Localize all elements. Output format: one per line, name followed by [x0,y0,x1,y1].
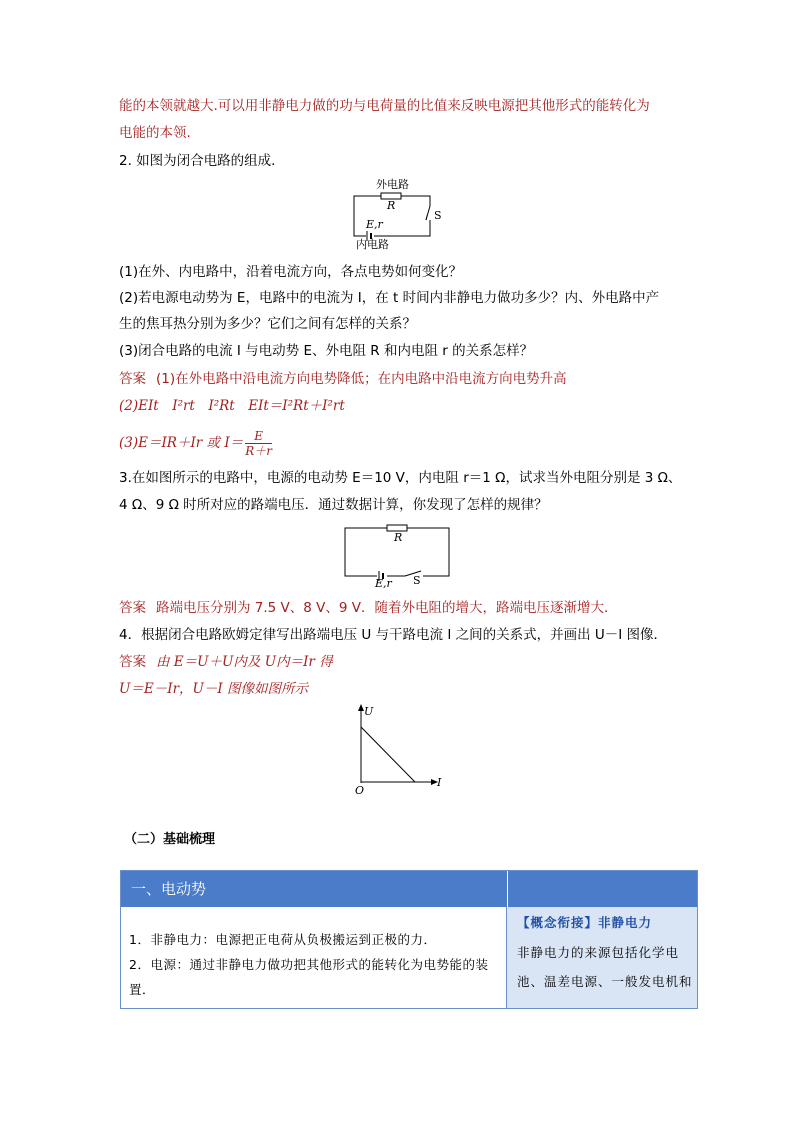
closed-circuit-diagram [350,176,450,251]
u-i-line [361,727,415,782]
note-line-1: 非静电力的来源包括化学电 [517,945,680,960]
q2-sub1: (1)在外、内电路中，沿着电流方向，各点电势如何变化？ [119,264,463,280]
q4-answer-1: 答案 由 E＝U＋U内及 U内＝Ir 得 [119,654,333,670]
q4-answer-2: U＝E－Ir，U－I 图像如图所示 [119,681,309,697]
note-title: 【概念衔接】非静电力 [517,915,653,930]
concept-table [120,870,698,1009]
resistor-label: R [387,199,396,212]
q2-answer-2: (2)EIt I²rt I²Rt EIt＝I²Rt＋I²rt [119,398,345,414]
intro-line-1: 能的本领就越大.可以用非静电力做的功与电荷量的比值来反映电源把其他形式的能转化为 [119,98,650,114]
q2-title: 2. 如图为闭合电路的组成. [119,153,276,169]
source-label: E,r [366,218,383,231]
q4-title: 4．根据闭合电路欧姆定律写出路端电压 U 与干路电流 I 之间的关系式，并画出 U－I 图像． [119,627,668,643]
note-line-2: 池、温差电源、一般发电机和 [517,974,693,989]
q3-circuit-diagram [343,524,453,588]
origin-label: O [355,784,365,797]
x-axis-label: I [437,776,442,789]
q3-answer: 答案 路端电压分别为 7.5 V、8 V、9 V．随着外电阻的增大，路端电压逐渐增大． [119,600,618,616]
q2-sub3: (3)闭合电路的电流 I 与电动势 E、外电阻 R 和内电阻 r 的关系怎样？ [119,343,534,359]
q3-line-1: 3.在如图所示的电路中，电源的电动势 E＝10 V，内电阻 r＝1 Ω，试求当外电阻分别是 3 Ω、 [119,470,682,486]
definition-1: 1．非静电力：电源把正电荷从负极搬运到正极的力． [129,932,437,947]
definition-2a: 2．电源：通过非静电力做功把其他形式的能转化为电势能的装 [129,957,489,972]
table-left-cell [121,907,507,1008]
section-title: （二）基础梳理 [124,832,216,847]
table-header: 一、电动势 [121,871,507,907]
q2-answer-3: (3)E＝IR＋Ir 或 I＝ $\frac{E}{R+r}$ [119,428,272,458]
y-axis-label: U [364,705,374,718]
svg-text:E,r: E,r [375,577,392,590]
q2-answer-1: 答案 (1)在外电路中沿电流方向电势降低；在内电路中沿电流方向电势升高 [119,371,567,387]
q3-line-2: 4 Ω、9 Ω 时所对应的路端电压．通过数据计算，你发现了怎样的规律？ [119,497,548,513]
q2-sub2b: 生的焦耳热分别为多少？它们之间有怎样的关系？ [119,316,416,332]
definition-2b: 置． [129,982,156,997]
q2-sub2a: (2)若电源电动势为 E，电路中的电流为 I，在 t 时间内非静电力做功多少？内、外电路中产 [119,290,660,306]
svg-text:S: S [413,574,421,587]
table-note-cell [507,907,697,1008]
inner-circuit-label: 内电路 [356,238,389,251]
intro-line-2: 电能的本领. [119,125,191,141]
u-i-graph [350,703,450,795]
table-header-right [507,871,697,907]
svg-text:R: R [394,531,403,544]
outer-circuit-label: 外电路 [376,178,409,191]
switch-label: S [434,209,442,222]
answer-label: 答案 [119,371,146,387]
